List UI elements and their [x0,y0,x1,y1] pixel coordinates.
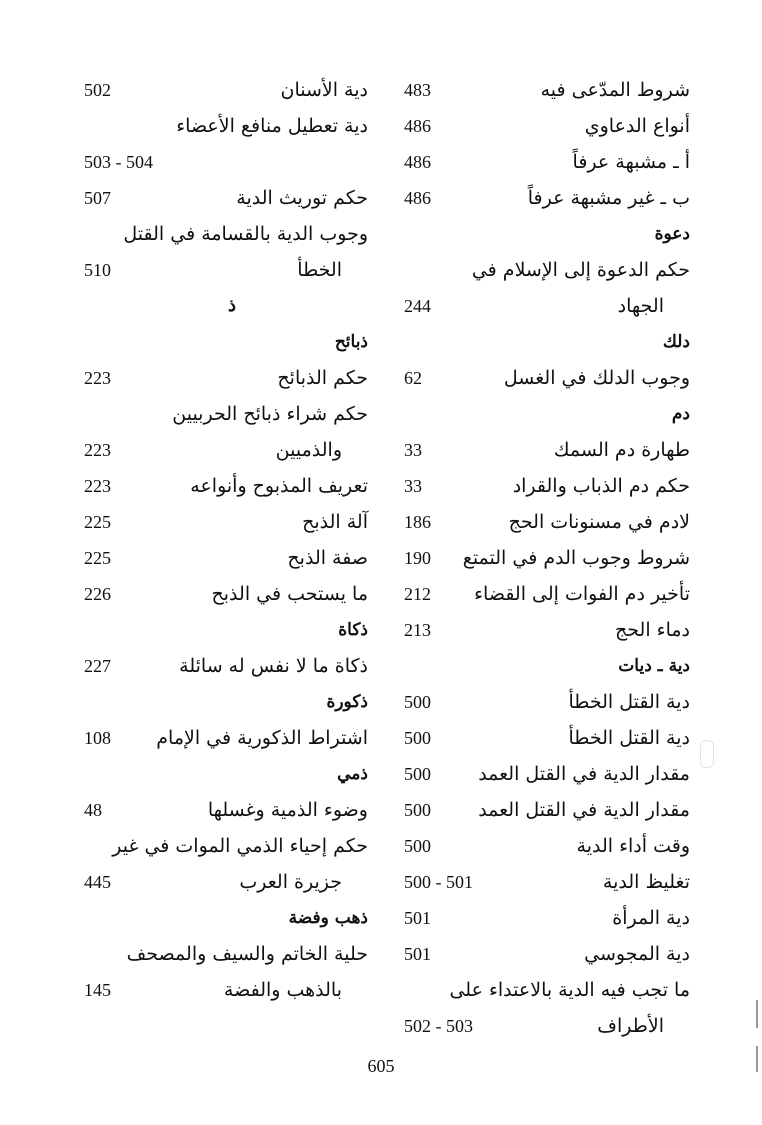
entry-page-number: 507 [84,188,111,208]
entry-text: حكم الدعوة إلى الإسلام في [471,259,690,281]
index-heading [76,756,368,792]
entry-page-number: 226 [84,584,111,604]
entry-text: آلة الذبح [302,511,368,533]
index-entry [396,144,690,180]
index-entry [396,180,690,216]
index-entry [396,504,690,540]
index-entry [396,108,690,144]
index-entry [76,864,368,900]
entry-text: بالذهب والفضة [223,979,342,1001]
entry-page-number: 48 [84,800,102,820]
index-entry [396,576,690,612]
index-entry [76,144,368,180]
index-entry [396,1008,690,1044]
entry-text: ما يستحب في الذبح [211,583,368,605]
entry-text: أ ـ مشبهة عرفاً [572,151,690,173]
scan-edge-mark [756,1000,758,1028]
index-entry [396,900,690,936]
index-entry [396,972,690,1008]
entry-text: حكم الذبائح [277,367,368,389]
entry-text: مقدار الدية في القتل العمد [478,763,690,785]
index-entry [76,468,368,504]
entry-text: ذهب وفضة [288,908,368,928]
entry-text: ذكورة [326,692,368,712]
page-number: 605 [367,1056,395,1076]
entry-page-number: 486 [404,152,431,172]
index-entry [76,108,368,144]
index-entry [396,936,690,972]
entry-page-number: 510 [84,260,111,280]
index-entry [396,540,690,576]
entry-text: وقت أداء الدية [576,835,690,857]
entry-page-number: 225 [84,512,111,532]
entry-text: حلية الخاتم والسيف والمصحف [126,943,368,965]
entry-text: وجوب الدية بالقسامة في القتل [123,223,368,245]
entry-page-number: 500 [404,692,431,712]
index-entry [76,972,368,1008]
index-entry [76,72,368,108]
index-entry [396,756,690,792]
entry-text: ذكاة [338,620,368,640]
entry-text: تغليظ الدية [602,871,690,893]
entry-page-number: 500 - 501 [404,872,473,892]
entry-page-number: 212 [404,584,431,604]
entry-page-number: 244 [404,296,431,316]
entry-text: دية المجوسي [584,943,690,965]
entry-page-number: 445 [84,872,111,892]
index-entry [76,432,368,468]
index-entry [76,216,368,252]
entry-text: تأخير دم الفوات إلى القضاء [474,583,690,605]
entry-text: ذ [227,295,236,316]
index-entry [396,684,690,720]
entry-text: دماء الحج [615,619,690,641]
entry-page-number: 223 [84,440,111,460]
entry-text: طهارة دم السمك [553,439,690,461]
index-entry [396,288,690,324]
index-entry [76,828,368,864]
entry-text: شروط المدّعى فيه [540,79,690,101]
entry-page-number: 486 [404,116,431,136]
entry-text: مقدار الدية في القتل العمد [478,799,690,821]
entry-page-number: 486 [404,188,431,208]
index-entry [396,432,690,468]
scan-edge-mark [756,1046,758,1072]
entry-page-number: 500 [404,800,431,820]
entry-text: صفة الذبح [287,547,368,569]
entry-text: دية القتل الخطأ [568,727,690,749]
index-column-left [76,72,368,1008]
entry-text: دية تعطيل منافع الأعضاء [176,115,368,137]
index-entry [396,828,690,864]
entry-page-number: 33 [404,476,422,496]
index-entry [76,360,368,396]
entry-page-number: 227 [84,656,111,676]
entry-page-number: 501 [404,908,431,928]
entry-text: حكم دم الذباب والقراد [512,475,690,497]
entry-text: ذمي [337,764,368,784]
index-entry [396,864,690,900]
index-heading [396,648,690,684]
index-heading [76,324,368,360]
entry-text: دية ـ ديات [618,656,690,676]
index-column-right [396,72,690,1044]
scan-smudge [700,740,714,768]
entry-text: دم [671,404,690,424]
index-heading [76,684,368,720]
entry-text: أنواع الدعاوي [584,115,690,137]
index-entry [396,792,690,828]
index-entry [76,576,368,612]
index-entry [396,720,690,756]
entry-page-number: 213 [404,620,431,640]
entry-text: اشتراط الذكورية في الإمام [156,727,368,749]
index-entry [76,720,368,756]
index-heading [396,216,690,252]
index-entry [396,612,690,648]
entry-text: دعوة [654,224,690,244]
entry-text: ذبائح [334,332,368,352]
entry-text: ذكاة ما لا نفس له سائلة [179,655,368,677]
index-entry [76,792,368,828]
letter-divider [76,288,368,324]
entry-page-number: 186 [404,512,431,532]
entry-text: دية القتل الخطأ [568,691,690,713]
entry-text: ب ـ غير مشبهة عرفاً [527,187,690,209]
index-entry [76,180,368,216]
entry-page-number: 502 - 503 [404,1016,473,1036]
entry-text: والذميين [275,439,342,461]
entry-page-number: 483 [404,80,431,100]
index-entry [76,252,368,288]
entry-text: الخطأ [297,259,342,281]
entry-text: وجوب الدلك في الغسل [503,367,690,389]
entry-page-number: 62 [404,368,422,388]
entry-page-number: 145 [84,980,111,1000]
entry-page-number: 33 [404,440,422,460]
entry-page-number: 500 [404,836,431,856]
entry-page-number: 501 [404,944,431,964]
index-entry [76,648,368,684]
index-heading [76,900,368,936]
entry-text: دية المرأة [612,907,690,929]
entry-text: شروط وجوب الدم في التمتع [462,547,690,569]
index-entry [396,360,690,396]
entry-text: دية الأسنان [280,79,368,101]
entry-text: تعريف المذبوح وأنواعه [190,475,368,497]
index-entry [396,468,690,504]
index-heading [76,612,368,648]
entry-text: حكم شراء ذبائح الحربيين [172,403,368,425]
index-heading [396,324,690,360]
index-entry [76,540,368,576]
entry-text: دلك [662,332,690,352]
index-entry [396,72,690,108]
index-heading [396,396,690,432]
entry-page-number: 108 [84,728,111,748]
entry-page-number: 223 [84,476,111,496]
entry-text: حكم إحياء الذمي الموات في غير [112,835,368,857]
entry-text: الجهاد [617,295,664,317]
entry-page-number: 225 [84,548,111,568]
entry-page-number: 500 [404,764,431,784]
entry-page-number: 223 [84,368,111,388]
index-entry [76,396,368,432]
entry-text: الأطراف [597,1015,664,1037]
index-entry [396,252,690,288]
index-entry [76,936,368,972]
entry-page-number: 500 [404,728,431,748]
entry-text: حكم توريث الدية [236,187,368,209]
entry-text: جزيرة العرب [239,871,342,893]
entry-text: وضوء الذمية وغسلها [207,799,368,821]
index-entry [76,504,368,540]
entry-text: ما تجب فيه الدية بالاعتداء على [449,979,690,1001]
entry-page-number: 502 [84,80,111,100]
entry-page-number: 190 [404,548,431,568]
entry-page-number: 503 - 504 [84,152,153,172]
entry-text: لادم في مسنونات الحج [508,511,690,533]
